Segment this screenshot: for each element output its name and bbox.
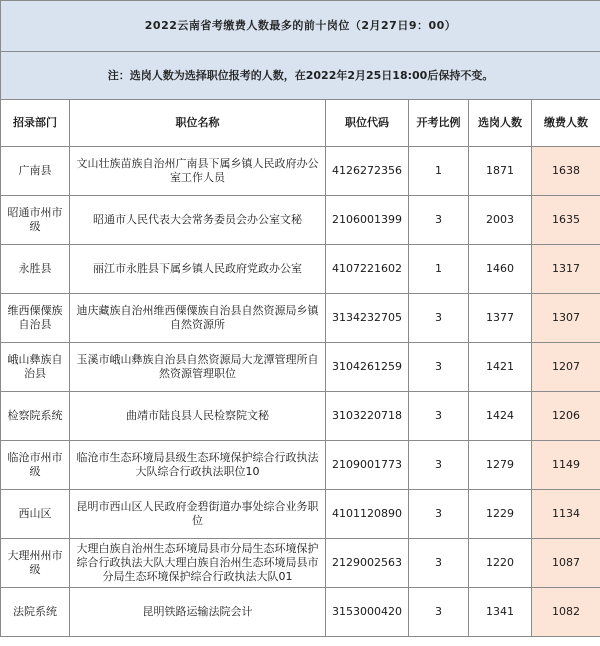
code-cell: 2129002563	[326, 539, 409, 588]
selected-count-cell: 1377	[469, 294, 532, 343]
code-cell: 2106001399	[326, 196, 409, 245]
table-title: 2022云南省考缴费人数最多的前十岗位（2月27日9：00）	[1, 1, 600, 52]
dept-cell: 西山区	[1, 490, 70, 539]
paid-count-cell: 1149	[532, 441, 600, 490]
table-row	[1, 441, 600, 490]
position-cell: 临沧市生态环境局县级生态环境保护综合行政执法大队综合行政执法职位10	[70, 441, 326, 490]
table-row	[1, 539, 600, 588]
paid-count-cell: 1207	[532, 343, 600, 392]
position-cell: 昭通市人民代表大会常务委员会办公室文秘	[70, 196, 326, 245]
ratio-cell: 3	[409, 294, 469, 343]
position-cell: 迪庆藏族自治州维西傈僳族自治县自然资源局乡镇自然资源所	[70, 294, 326, 343]
ratio-cell: 1	[409, 245, 469, 294]
column-header-position: 职位名称	[70, 100, 326, 147]
dept-cell: 广南县	[1, 147, 70, 196]
paid-count-cell: 1307	[532, 294, 600, 343]
position-cell: 昆明铁路运输法院会计	[70, 588, 326, 637]
dept-cell: 永胜县	[1, 245, 70, 294]
code-cell: 3103220718	[326, 392, 409, 441]
selected-count-cell: 1421	[469, 343, 532, 392]
code-cell: 4101120890	[326, 490, 409, 539]
dept-cell: 临沧市州市级	[1, 441, 70, 490]
ratio-cell: 3	[409, 490, 469, 539]
column-header-dept: 招录部门	[1, 100, 70, 147]
selected-count-cell: 1220	[469, 539, 532, 588]
table-row	[1, 490, 600, 539]
position-cell: 文山壮族苗族自治州广南县下属乡镇人民政府办公室工作人员	[70, 147, 326, 196]
paid-count-cell: 1635	[532, 196, 600, 245]
selected-count-cell: 1424	[469, 392, 532, 441]
position-cell: 丽江市永胜县下属乡镇人民政府党政办公室	[70, 245, 326, 294]
dept-cell: 大理州州市级	[1, 539, 70, 588]
selected-count-cell: 1871	[469, 147, 532, 196]
ratio-cell: 3	[409, 539, 469, 588]
code-cell: 4107221602	[326, 245, 409, 294]
selected-count-cell: 1229	[469, 490, 532, 539]
code-cell: 3153000420	[326, 588, 409, 637]
ratio-cell: 3	[409, 343, 469, 392]
ratio-cell: 3	[409, 441, 469, 490]
dept-cell: 峨山彝族自治县	[1, 343, 70, 392]
selected-count-cell: 1279	[469, 441, 532, 490]
paid-count-cell: 1206	[532, 392, 600, 441]
column-header-code: 职位代码	[326, 100, 409, 147]
paid-count-cell: 1087	[532, 539, 600, 588]
code-cell: 2109001773	[326, 441, 409, 490]
selected-count-cell: 1460	[469, 245, 532, 294]
code-cell: 4126272356	[326, 147, 409, 196]
selected-count-cell: 2003	[469, 196, 532, 245]
paid-count-cell: 1134	[532, 490, 600, 539]
dept-cell: 维西傈僳族自治县	[1, 294, 70, 343]
paid-count-cell: 1082	[532, 588, 600, 637]
paid-count-cell: 1317	[532, 245, 600, 294]
paid-count-cell: 1638	[532, 147, 600, 196]
ratio-cell: 3	[409, 196, 469, 245]
table-row	[1, 588, 600, 637]
table-row	[1, 392, 600, 441]
dept-cell: 检察院系统	[1, 392, 70, 441]
dept-cell: 昭通市州市级	[1, 196, 70, 245]
table-row	[1, 294, 600, 343]
code-cell: 3134232705	[326, 294, 409, 343]
code-cell: 3104261259	[326, 343, 409, 392]
position-cell: 曲靖市陆良县人民检察院文秘	[70, 392, 326, 441]
table-row	[1, 343, 600, 392]
position-cell: 昆明市西山区人民政府金碧街道办事处综合业务职位	[70, 490, 326, 539]
table-row	[1, 245, 600, 294]
header-row	[1, 100, 600, 147]
column-header-paid: 缴费人数	[532, 100, 600, 147]
table-row	[1, 196, 600, 245]
table-row	[1, 147, 600, 196]
column-header-selected: 选岗人数	[469, 100, 532, 147]
ratio-cell: 3	[409, 588, 469, 637]
position-cell: 大理白族自治州生态环境局县市分局生态环境保护综合行政执法大队大理白族自治州生态环境局县市分局生态环境保护综合行政执法大队01	[70, 539, 326, 588]
table-note: 注：选岗人数为选择职位报考的人数，在2022年2月25日18:00后保持不变。	[1, 52, 600, 100]
position-cell: 玉溪市峨山彝族自治县自然资源局大龙潭管理所自然资源管理职位	[70, 343, 326, 392]
ratio-cell: 3	[409, 392, 469, 441]
selected-count-cell: 1341	[469, 588, 532, 637]
column-header-ratio: 开考比例	[409, 100, 469, 147]
ratio-cell: 1	[409, 147, 469, 196]
dept-cell: 法院系统	[1, 588, 70, 637]
